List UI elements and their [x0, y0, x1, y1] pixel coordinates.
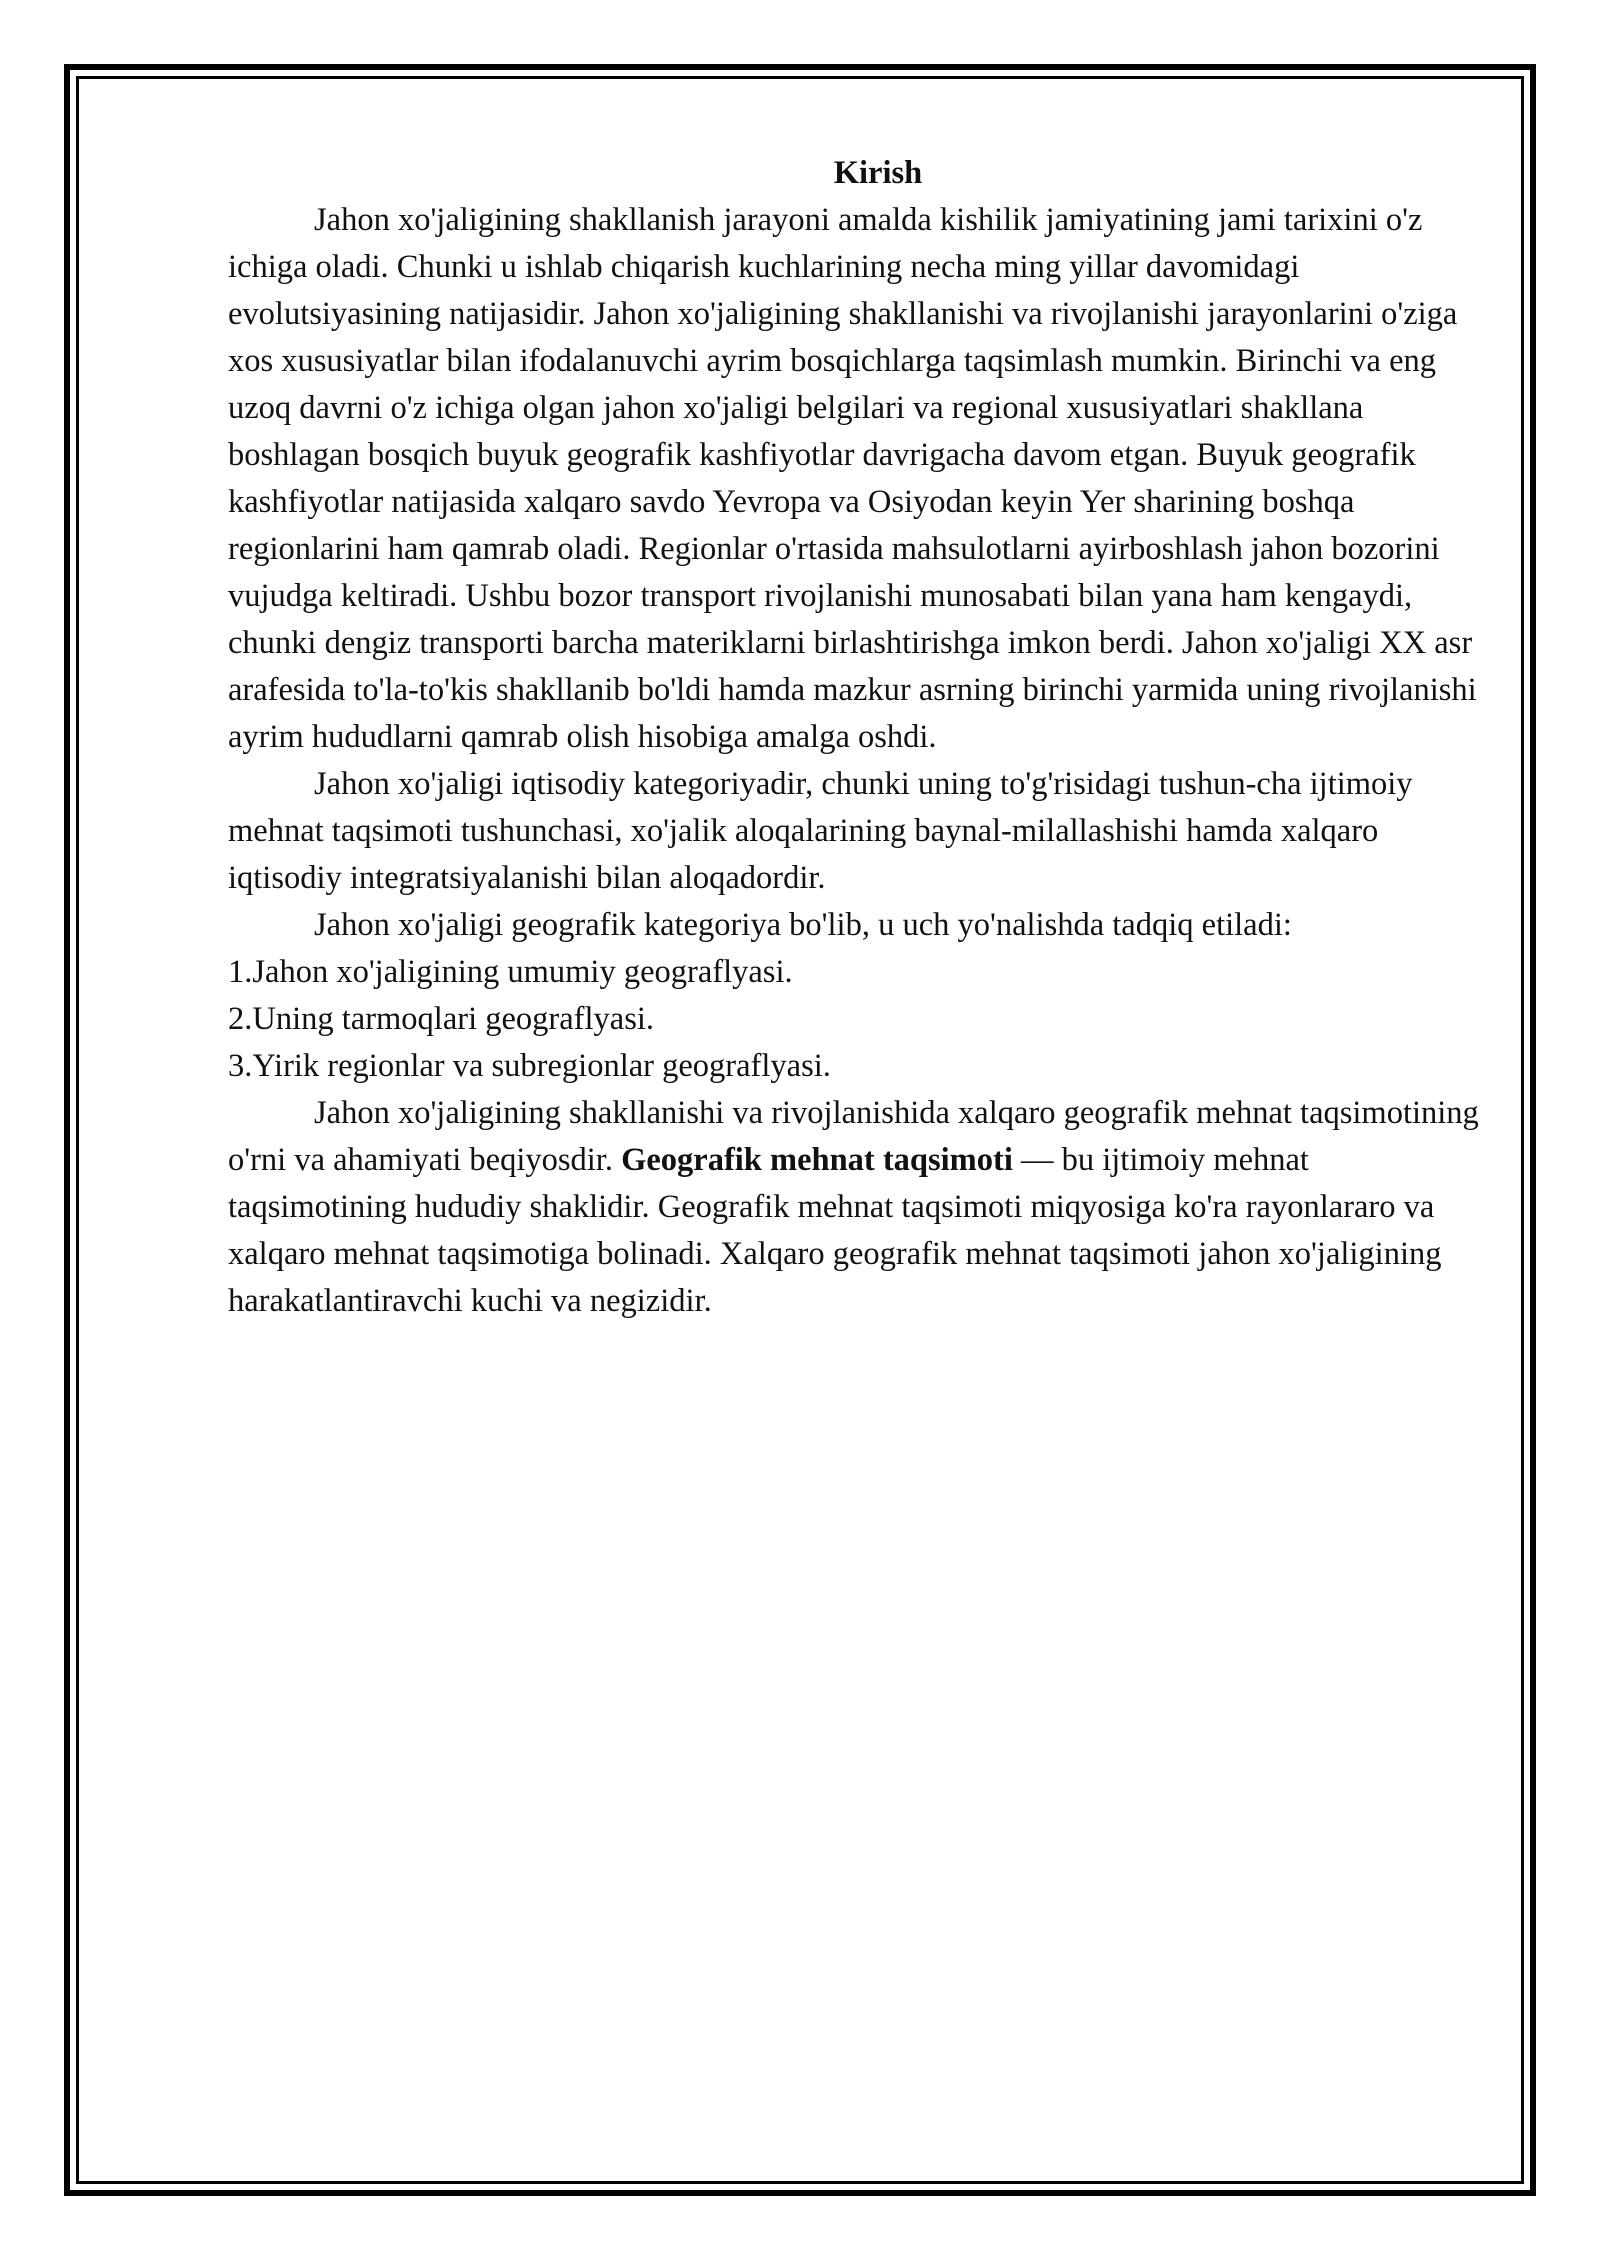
list-item-2: 2.Uning tarmoqlari geograflyasi. [228, 1001, 654, 1037]
document-body [228, 150, 1488, 1325]
list-item-1: 1.Jahon xo'jaligining umumiy geograflyasi. [228, 954, 793, 990]
paragraph-1: Jahon xo'jaligining shakllanish jarayoni amalda kishilik jamiyatining jami tarixini o'z ichiga oladi. Chunki u ishlab chiqarish kuchlarining necha ming yillar davomidagi evolutsiyasining natijasidir. Jahon xo'jaligining shakllanishi va rivojlanishi jarayonlarini o'ziga xos xususiyatlar bilan ifodalanuvchi ayrim bosqichlarga taqsimlash mumkin. Birinchi va eng uzoq davrni o'z ichiga olgan jahon xo'jaligi belgilari va regional xususiyatlari shakllana boshlagan bosqich buyuk geografik kashfiyotlar davrigacha davom etgan. Buyuk geografik kashfiyotlar natijasida xalqaro savdo Yevropa va Osiyodan keyin Yer sharining boshqa regionlarini ham qamrab oladi. Regionlar o'rtasida mahsulotlarni ayirboshlash jahon bozorini vujudga keltiradi. Ushbu bozor transport rivojlanishi munosabati bilan yana ham kengaydi, chunki dengiz transporti barcha materiklarni birlashtirishga imkon berdi. Jahon xo'jaligi XX asr arafesida to'la-to'kis shakllanib bo'ldi hamda mazkur asrning birinchi yarmida uning rivojlanishi ayrim hududlarni qamrab olish hisobiga amalga oshdi. [228, 202, 1477, 755]
paragraph-4-start: Jahon xo'jaligining shakllanishi va rivojlanishida xalqaro geografik mehnat taqsimotining o'rni va ahamiyati beqiyosdir. [228, 1095, 1479, 1178]
list-item-3: 3.Yirik regionlar va subregionlar geograflyasi. [228, 1048, 831, 1084]
paragraph-2: Jahon xo'jaligi iqtisodiy kategoriyadir, chunki uning to'g'risidagi tushun-cha ijtimoiy mehnat taqsimoti tushunchasi, xo'jalik aloqalarining baynal-milallashishi hamda xalqaro iqtisodiy integratsiyalanishi bilan aloqadordir. [228, 766, 1413, 896]
paragraph-4 [228, 1090, 1488, 1325]
document-title: Kirish [833, 155, 923, 191]
paragraph-4-bold-term: Geografik mehnat taqsimoti [621, 1142, 1013, 1178]
paragraph-4-end: — bu ijtimoiy mehnat taqsimotining hududiy shaklidir. Geografik mehnat taqsimoti miqyosiga ko'ra rayonlararo va xalqaro mehnat taqsimotiga bolinadi. Xalqaro geografik mehnat taqsimoti jahon xo'jaligining harakatlantiravchi kuchi va negizidir. [228, 1142, 1442, 1319]
paragraph-3: Jahon xo'jaligi geografik kategoriya bo'lib, u uch yo'nalishda tadqiq etiladi: [314, 907, 1292, 943]
